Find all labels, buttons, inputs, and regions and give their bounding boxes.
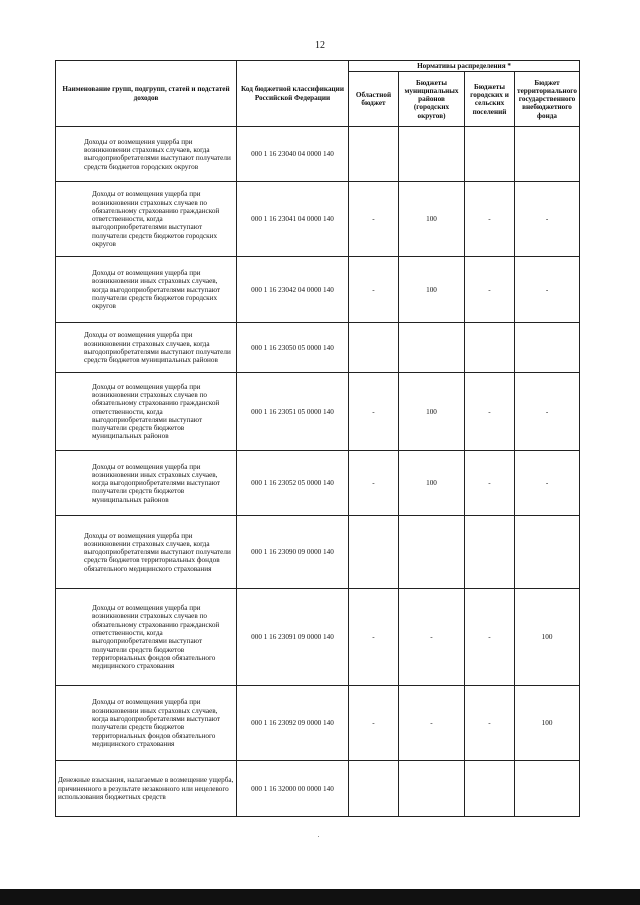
row-name: Доходы от возмещения ущерба при возникновении страховых случаев по обязательному страхованию гражданской ответственности, когда выгодоприобретателями выступают получатели средств бюджетов территориальных фондов обязательного медицинского страхования bbox=[56, 589, 237, 686]
table-row bbox=[56, 516, 580, 589]
row-settlements: - bbox=[465, 257, 515, 323]
row-name: Доходы от возмещения ущерба при возникновении иных страховых случаев, когда выгодоприобретателями выступают получатели средств бюджетов муниципальных районов bbox=[56, 451, 237, 516]
row-code: 000 1 16 23050 05 0000 140 bbox=[237, 323, 349, 373]
header-fund: Бюджет территориального государственного внебюджетного фонда bbox=[515, 72, 580, 127]
header-settlements: Бюджеты городских и сельских поселений bbox=[465, 72, 515, 127]
table-row bbox=[56, 761, 580, 817]
table-row bbox=[56, 323, 580, 373]
row-fund: 100 bbox=[515, 686, 580, 761]
row-regional: - bbox=[349, 182, 399, 257]
row-settlements bbox=[465, 127, 515, 182]
row-code: 000 1 16 23042 04 0000 140 bbox=[237, 257, 349, 323]
row-code: 000 1 16 23091 09 0000 140 bbox=[237, 589, 349, 686]
row-municipal: 100 bbox=[399, 373, 465, 451]
table-row bbox=[56, 686, 580, 761]
row-municipal bbox=[399, 127, 465, 182]
row-fund bbox=[515, 127, 580, 182]
row-regional: - bbox=[349, 589, 399, 686]
row-settlements: - bbox=[465, 373, 515, 451]
row-code: 000 1 16 23040 04 0000 140 bbox=[237, 127, 349, 182]
row-settlements bbox=[465, 761, 515, 817]
row-municipal: - bbox=[399, 589, 465, 686]
table-row bbox=[56, 451, 580, 516]
row-municipal: 100 bbox=[399, 182, 465, 257]
row-regional: - bbox=[349, 373, 399, 451]
row-name: Денежные взыскания, налагаемые в возмещение ущерба, причиненного в результате незаконного или нецелевого использования бюджетных средств bbox=[56, 761, 237, 817]
row-fund: - bbox=[515, 257, 580, 323]
page-number: 12 bbox=[315, 40, 325, 51]
row-regional bbox=[349, 323, 399, 373]
row-code: 000 1 16 23090 09 0000 140 bbox=[237, 516, 349, 589]
row-municipal bbox=[399, 323, 465, 373]
row-regional bbox=[349, 127, 399, 182]
row-fund bbox=[515, 323, 580, 373]
row-code: 000 1 16 23092 09 0000 140 bbox=[237, 686, 349, 761]
row-regional: - bbox=[349, 686, 399, 761]
row-fund: - bbox=[515, 451, 580, 516]
table-row bbox=[56, 257, 580, 323]
table-row bbox=[56, 127, 580, 182]
row-name: Доходы от возмещения ущерба при возникновении иных страховых случаев, когда выгодоприобретателями выступают получатели средств бюджетов территориальных фондов обязательного медицинского страхования bbox=[56, 686, 237, 761]
row-settlements bbox=[465, 323, 515, 373]
table-row bbox=[56, 373, 580, 451]
row-regional bbox=[349, 761, 399, 817]
header-regional: Областной бюджет bbox=[349, 72, 399, 127]
row-code: 000 1 16 23041 04 0000 140 bbox=[237, 182, 349, 257]
row-regional bbox=[349, 516, 399, 589]
budget-norms-table bbox=[55, 60, 580, 817]
header-norms: Нормативы распределения * bbox=[349, 61, 580, 72]
row-settlements: - bbox=[465, 182, 515, 257]
row-name: Доходы от возмещения ущерба при возникновении страховых случаев по обязательному страхованию гражданской ответственности, когда выгодоприобретателями выступают получатели средств бюджетов муниципальных районов bbox=[56, 373, 237, 451]
row-municipal bbox=[399, 516, 465, 589]
row-settlements: - bbox=[465, 451, 515, 516]
row-name: Доходы от возмещения ущерба при возникновении страховых случаев, когда выгодоприобретателями выступают получатели средств бюджетов территориальных фондов обязательного медицинского страхования bbox=[56, 516, 237, 589]
header-name: Наименование групп, подгрупп, статей и подстатей доходов bbox=[56, 61, 237, 127]
row-name: Доходы от возмещения ущерба при возникновении иных страховых случаев, когда выгодоприобретателями выступают получатели средств бюджетов городских округов bbox=[56, 257, 237, 323]
row-name: Доходы от возмещения ущерба при возникновении страховых случаев, когда выгодоприобретателями выступают получатели средств бюджетов городских округов bbox=[56, 127, 237, 182]
table-row bbox=[56, 589, 580, 686]
table-row bbox=[56, 182, 580, 257]
row-name: Доходы от возмещения ущерба при возникновении страховых случаев по обязательному страхованию гражданской ответственности, когда выгодоприобретателями выступают получатели средств бюджетов городских округов bbox=[56, 182, 237, 257]
header-code: Код бюджетной классификации Российской Федерации bbox=[237, 61, 349, 127]
row-settlements: - bbox=[465, 686, 515, 761]
row-name: Доходы от возмещения ущерба при возникновении страховых случаев, когда выгодоприобретателями выступают получатели средств бюджетов муниципальных районов bbox=[56, 323, 237, 373]
row-fund bbox=[515, 516, 580, 589]
row-fund bbox=[515, 761, 580, 817]
row-municipal: 100 bbox=[399, 451, 465, 516]
row-code: 000 1 16 23051 05 0000 140 bbox=[237, 373, 349, 451]
row-municipal: - bbox=[399, 686, 465, 761]
row-fund: - bbox=[515, 373, 580, 451]
row-settlements: - bbox=[465, 589, 515, 686]
row-regional: - bbox=[349, 451, 399, 516]
row-fund: 100 bbox=[515, 589, 580, 686]
row-code: 000 1 16 32000 00 0000 140 bbox=[237, 761, 349, 817]
row-regional: - bbox=[349, 257, 399, 323]
row-fund: - bbox=[515, 182, 580, 257]
scan-edge-shadow bbox=[0, 889, 640, 905]
row-municipal: 100 bbox=[399, 257, 465, 323]
scan-speck bbox=[318, 836, 319, 837]
row-code: 000 1 16 23052 05 0000 140 bbox=[237, 451, 349, 516]
header-municipal: Бюджеты муниципальных районов (городских округов) bbox=[399, 72, 465, 127]
row-settlements bbox=[465, 516, 515, 589]
row-municipal bbox=[399, 761, 465, 817]
